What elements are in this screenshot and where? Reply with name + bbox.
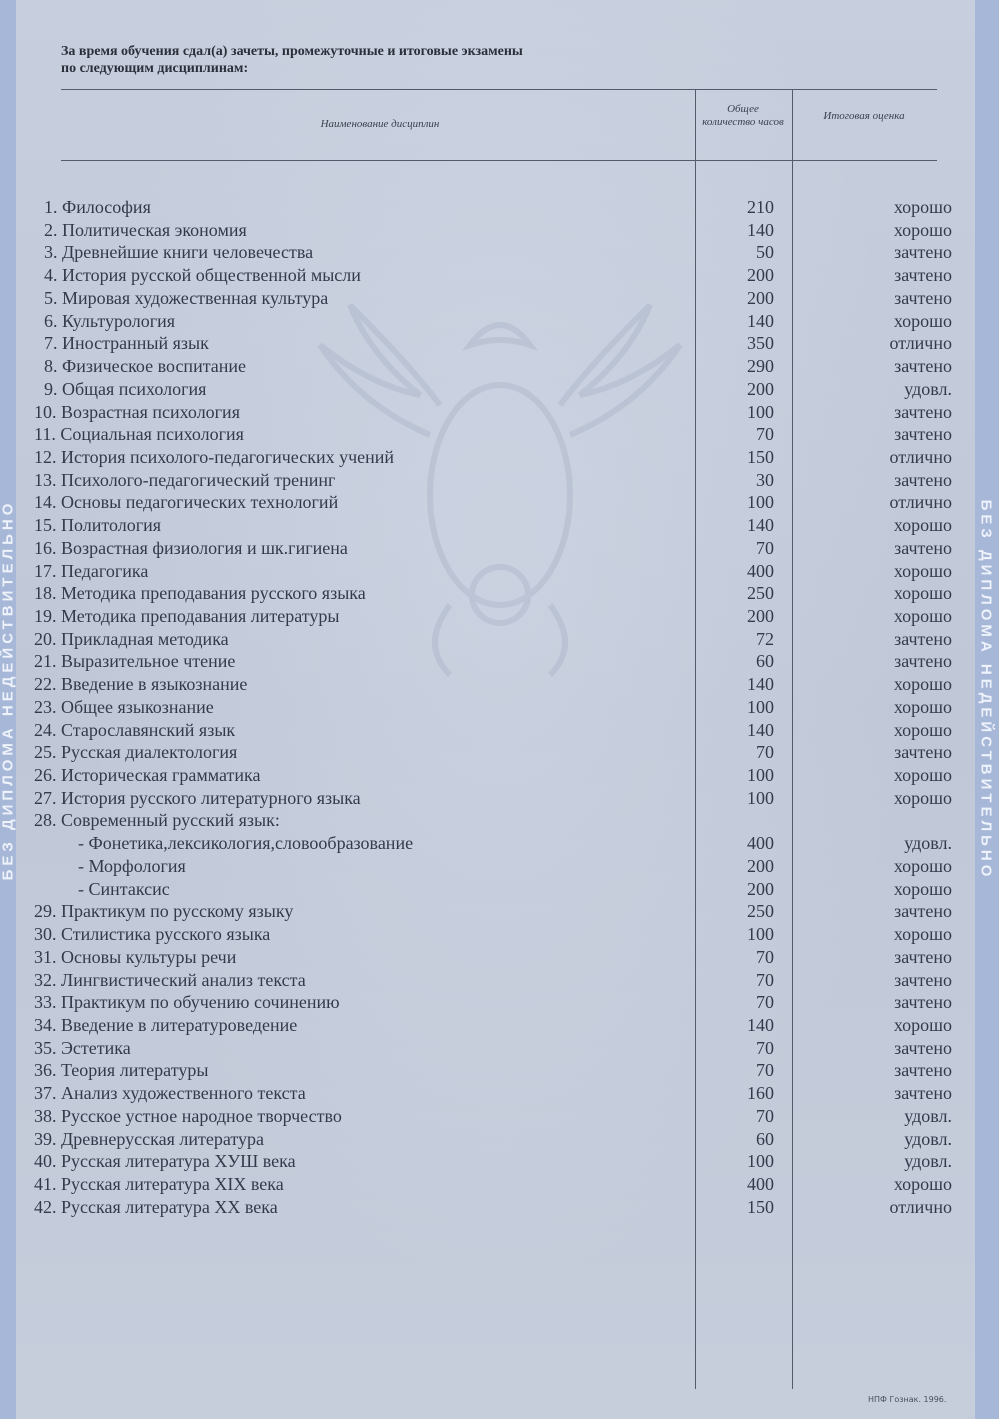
grade-cell: зачтено [894, 1037, 952, 1058]
table-row [0, 401, 999, 423]
discipline-name: 25. Русская диалектология [34, 742, 238, 763]
side-notice-left: БЕЗ ДИПЛОМА НЕДЕЙСТВИТЕЛЬНО [0, 499, 17, 881]
hours-cell: 100 [747, 1151, 774, 1172]
discipline-name: 3. Древнейшие книги человечества [44, 242, 314, 263]
table-row [0, 809, 999, 831]
grade-cell: зачтено [894, 424, 952, 445]
hours-cell: 200 [747, 287, 774, 308]
discipline-name: 31. Основы культуры речи [34, 946, 237, 967]
table-header-rule [61, 160, 937, 161]
hours-cell: 400 [747, 560, 774, 581]
header-total-hours: Общее количество часов [702, 103, 784, 128]
hours-cell: 140 [747, 1014, 774, 1035]
table-row [0, 1105, 999, 1127]
table-row [0, 264, 999, 286]
table-row [0, 514, 999, 536]
discipline-name: - Морфология [78, 855, 186, 876]
side-notice-right: БЕЗ ДИПЛОМА НЕДЕЙСТВИТЕЛЬНО [977, 499, 995, 881]
table-row [0, 832, 999, 854]
table-row [0, 378, 999, 400]
discipline-name: 28. Современный русский язык: [34, 810, 280, 831]
grade-cell: зачтено [894, 242, 952, 263]
table-row [0, 423, 999, 445]
discipline-name: 8. Физическое воспитание [44, 356, 247, 376]
hours-cell: 30 [756, 469, 774, 490]
hours-cell: 140 [747, 219, 774, 240]
table-row [0, 855, 999, 877]
hours-cell: 70 [756, 1105, 774, 1126]
hours-cell: 60 [756, 1128, 774, 1149]
discipline-name: 7. Иностранный язык [44, 333, 209, 354]
discipline-name: 39. Древнерусская литература [34, 1128, 264, 1149]
table-row [0, 1059, 999, 1081]
discipline-name: 4. История русской общественной мысли [44, 265, 361, 286]
discipline-name: 19. Методика преподавания литературы [34, 606, 340, 626]
discipline-name: 38. Русское устное народное творчество [34, 1105, 342, 1126]
hours-cell: 200 [747, 855, 774, 876]
table-row [0, 332, 999, 354]
hours-cell: 140 [747, 674, 774, 695]
table-row [0, 1014, 999, 1036]
grade-cell: зачтено [894, 969, 952, 990]
table-row [0, 355, 999, 377]
discipline-name: 37. Анализ художественного текста [34, 1083, 306, 1104]
grade-cell: зачтено [894, 742, 952, 763]
hours-cell: 290 [747, 356, 774, 376]
discipline-name: 30. Стилистика русского языка [34, 924, 271, 944]
discipline-name: 2. Политическая экономия [44, 219, 247, 240]
hours-cell: 70 [756, 742, 774, 763]
discipline-name: 17. Педагогика [34, 560, 149, 581]
table-row [0, 628, 999, 650]
discipline-name: 11. Социальная психология [34, 424, 244, 445]
hours-cell: 70 [756, 946, 774, 967]
hours-cell: 100 [747, 696, 774, 717]
grade-cell: зачтено [894, 265, 952, 286]
table-row [0, 946, 999, 968]
intro-text [61, 43, 761, 77]
grade-cell: зачтено [894, 901, 952, 922]
hours-cell: 70 [756, 1037, 774, 1058]
grade-cell: отлично [889, 1196, 952, 1217]
grade-cell: хорошо [893, 855, 952, 876]
hours-cell: 160 [747, 1083, 774, 1104]
grade-cell: зачтено [894, 1060, 952, 1081]
table-row [0, 219, 999, 241]
hours-cell: 70 [756, 992, 774, 1013]
grade-cell: хорошо [893, 219, 952, 240]
discipline-name: 23. Общее языкознание [34, 696, 214, 717]
discipline-name: 27. История русского литературного языка [34, 787, 361, 808]
grade-cell: хорошо [893, 696, 952, 717]
discipline-name: 26. Историческая грамматика [34, 765, 261, 785]
hours-cell: 60 [756, 651, 774, 672]
grade-cell: хорошо [893, 606, 952, 626]
table-row [0, 969, 999, 991]
grade-cell: отлично [889, 333, 952, 354]
discipline-name: 15. Политология [34, 515, 162, 536]
discipline-name: 29. Практикум по русскому языку [34, 901, 294, 922]
hours-cell: 200 [747, 378, 774, 399]
hours-cell: 70 [756, 1060, 774, 1081]
hours-cell: 210 [747, 197, 774, 217]
grade-cell: зачтено [894, 356, 952, 376]
discipline-name: 33. Практикум по обучению сочинению [34, 992, 340, 1013]
table-row [0, 719, 999, 741]
grade-cell: хорошо [893, 674, 952, 695]
hours-cell: 150 [747, 446, 774, 467]
grade-cell: зачтено [894, 1083, 952, 1104]
grade-cell: зачтено [894, 537, 952, 558]
hours-cell: 150 [747, 1196, 774, 1217]
grade-cell: зачтено [894, 651, 952, 672]
hours-cell: 250 [747, 583, 774, 604]
discipline-name: 42. Русская литература XX века [34, 1196, 278, 1217]
intro-line-2: по следующим дисциплинам: [61, 61, 249, 76]
discipline-name: 18. Методика преподавания русского языка [34, 583, 366, 604]
hours-cell: 100 [747, 924, 774, 944]
table-row [0, 446, 999, 468]
grade-cell: хорошо [893, 515, 952, 536]
grade-cell: зачтено [894, 628, 952, 649]
discipline-name: 13. Психолого-педагогический тренинг [34, 469, 336, 490]
grade-cell: хорошо [893, 719, 952, 740]
table-row [0, 923, 999, 945]
hours-cell: 72 [756, 628, 774, 649]
table-row [0, 1037, 999, 1059]
hours-cell: 70 [756, 424, 774, 445]
grade-cell: хорошо [893, 583, 952, 604]
discipline-name: 36. Теория литературы [34, 1060, 209, 1081]
discipline-name: 24. Старославянский язык [34, 719, 236, 740]
grade-cell: отлично [889, 492, 952, 513]
table-row [0, 1173, 999, 1195]
hours-cell: 100 [747, 401, 774, 422]
discipline-name: 40. Русская литература ХУШ века [34, 1151, 296, 1172]
grade-cell: удовл. [904, 1105, 952, 1126]
hours-cell: 200 [747, 878, 774, 899]
hours-cell: 50 [756, 242, 774, 263]
grade-cell: удовл. [904, 378, 952, 399]
hours-cell: 350 [747, 333, 774, 354]
table-row [0, 1082, 999, 1104]
grade-cell: удовл. [904, 1151, 952, 1172]
grade-cell: зачтено [894, 992, 952, 1013]
grade-cell: хорошо [893, 560, 952, 581]
grade-cell: хорошо [893, 765, 952, 785]
grade-cell: зачтено [894, 287, 952, 308]
discipline-name: 16. Возрастная физиология и шк.гигиена [34, 537, 348, 558]
table-top-rule [61, 89, 937, 90]
table-row [0, 673, 999, 695]
discipline-name: 35. Эстетика [34, 1037, 131, 1058]
table-row [0, 560, 999, 582]
table-row [0, 491, 999, 513]
table-row [0, 310, 999, 332]
table-row [0, 900, 999, 922]
discipline-name: 9. Общая психология [44, 378, 207, 399]
hours-cell: 140 [747, 310, 774, 331]
grade-cell: хорошо [893, 924, 952, 944]
table-row [0, 1196, 999, 1218]
table-row [0, 469, 999, 491]
grade-cell: удовл. [904, 833, 952, 854]
grade-cell: удовл. [904, 1128, 952, 1149]
header-final-grade: Итоговая оценка [823, 110, 905, 122]
hours-cell: 200 [747, 265, 774, 286]
discipline-name: 41. Русская литература XIX века [34, 1174, 284, 1194]
discipline-name: 34. Введение в литературоведение [34, 1014, 298, 1035]
grade-cell: хорошо [893, 310, 952, 331]
hours-cell: 200 [747, 606, 774, 626]
table-row [0, 741, 999, 763]
grade-cell: зачтено [894, 469, 952, 490]
table-row [0, 878, 999, 900]
table-row [0, 241, 999, 263]
grade-cell: хорошо [893, 197, 952, 217]
hours-cell: 400 [747, 1174, 774, 1194]
discipline-name: 12. История психолого-педагогических учений [34, 446, 395, 467]
grade-cell: отлично [889, 446, 952, 467]
printer-imprint: НПФ Гознак. 1996. [868, 1395, 947, 1404]
grade-cell: хорошо [893, 1014, 952, 1035]
table-row [0, 582, 999, 604]
discipline-name: 32. Лингвистический анализ текста [34, 969, 306, 990]
hours-cell: 100 [747, 787, 774, 808]
grade-cell: зачтено [894, 946, 952, 967]
grade-cell: хорошо [893, 878, 952, 899]
discipline-name: 5. Мировая художественная культура [44, 287, 329, 308]
intro-line-1: За время обучения сдал(а) зачеты, промежуточные и итоговые экзамены [61, 44, 523, 59]
table-row [0, 764, 999, 786]
header-discipline-name: Наименование дисциплин [320, 118, 440, 130]
table-row [0, 696, 999, 718]
discipline-name: 22. Введение в языкознание [34, 674, 248, 695]
hours-cell: 140 [747, 515, 774, 536]
hours-cell: 100 [747, 492, 774, 513]
hours-cell: 140 [747, 719, 774, 740]
table-row [0, 196, 999, 218]
discipline-name: 6. Культурология [44, 310, 176, 331]
discipline-name: 21. Выразительное чтение [34, 651, 236, 672]
table-row [0, 537, 999, 559]
hours-cell: 250 [747, 901, 774, 922]
discipline-name: 20. Прикладная методика [34, 628, 229, 649]
table-row [0, 605, 999, 627]
table-row [0, 1128, 999, 1150]
hours-cell: 70 [756, 969, 774, 990]
grade-cell: хорошо [893, 787, 952, 808]
table-row [0, 787, 999, 809]
hours-cell: 70 [756, 537, 774, 558]
discipline-name: 14. Основы педагогических технологий [34, 492, 339, 513]
table-row [0, 1150, 999, 1172]
discipline-name: - Фонетика,лексикология,словообразование [78, 833, 414, 854]
grade-cell: хорошо [893, 1174, 952, 1194]
hours-cell: 400 [747, 833, 774, 854]
discipline-name: - Синтаксис [78, 878, 170, 899]
table-row [0, 991, 999, 1013]
discipline-name: 1. Философия [44, 197, 151, 217]
grade-cell: зачтено [894, 401, 952, 422]
table-row [0, 287, 999, 309]
discipline-name: 10. Возрастная психология [34, 401, 240, 422]
hours-cell: 100 [747, 765, 774, 785]
table-row [0, 650, 999, 672]
